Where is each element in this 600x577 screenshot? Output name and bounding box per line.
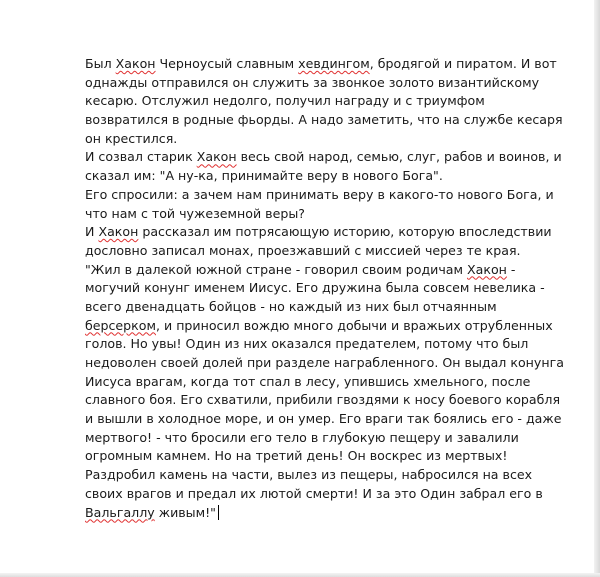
text-line [85, 317, 575, 336]
misspelled-word: Хакон [467, 261, 507, 277]
text-line [85, 242, 575, 261]
text-segment: голов. Но увы! Один из них оказался предателем, потому что был [85, 336, 529, 352]
text-segment: "Жил в далекой южной стране - говорил своим родичам [85, 261, 467, 277]
misspelled-word: берсерком [85, 317, 156, 333]
text-segment: - [506, 261, 516, 277]
text-segment: всего двенадцать бойцов - но каждый из них был отчаянным [85, 298, 497, 314]
text-segment: огромным камнем. Но на третий день! Он воскрес из мертвых! [85, 448, 508, 464]
text-line [85, 279, 575, 298]
text-line [85, 55, 575, 74]
misspelled-word: Хакон [115, 56, 156, 71]
text-segment: своих врагов и предал их лютой смерти! И за это Один забрал его в [85, 485, 543, 501]
text-line [85, 335, 575, 354]
text-segment: рассказал им потрясающую историю, которую впоследствии [138, 224, 552, 240]
text-segment: Иисуса врагам, когда тот спал в лесу, упившись хмельного, после [85, 373, 531, 389]
text-line [85, 504, 575, 523]
text-segment: мертвого! - что бросили его тело в глубокую пещеру и завалили [85, 429, 519, 445]
text-segment: недоволен своей долей при разделе награбленного. Он выдал конунга [85, 355, 564, 370]
text-segment: сказал им: "А ну-ка, принимайте веру в нового Бога". [85, 168, 443, 184]
text-segment: Был [85, 56, 116, 71]
text-line [85, 354, 575, 373]
text-segment: он крестился. [85, 130, 178, 146]
misspelled-word: хевдингом [298, 56, 370, 71]
text-segment: весь свой народ, семью, слуг, рабов и воинов, и [236, 149, 562, 165]
text-segment: И [85, 224, 99, 240]
text-segment: , и приносил вождю много добычи и вражьих отрубленных [156, 317, 553, 333]
text-segment: могучий конунг именем Иисус. Его дружина была совсем невелика - [85, 280, 545, 296]
misspelled-word: Хакон [196, 149, 237, 165]
text-segment: живым!" [154, 504, 216, 520]
text-line [85, 447, 575, 466]
text-segment: и вышли в холодное море, и он умер. Его враги так боялись его - даже [85, 411, 562, 427]
text-segment: дословно записал монах, проезжавший с миссией через те края. [85, 242, 521, 258]
text-segment: Раздробил камень на части, вылез из пещеры, набросился на всех [85, 467, 533, 483]
text-line [85, 485, 575, 504]
text-segment: И созвал старик [85, 149, 197, 165]
text-line [85, 373, 575, 392]
text-line [85, 205, 575, 224]
text-cursor [218, 505, 219, 520]
text-segment: кесарю. Отслужил недолго, получил награду и с триумфом [85, 93, 485, 109]
text-segment: возвратился в родные фьорды. А надо заметить, что на службе кесаря [85, 112, 563, 128]
text-line [85, 92, 575, 111]
text-line [85, 223, 575, 242]
text-line [85, 429, 575, 448]
text-line [85, 261, 575, 280]
text-line [85, 167, 575, 186]
text-line [85, 186, 575, 205]
misspelled-word: Хакон [98, 224, 139, 240]
text-segment: Черноусый славным [155, 56, 299, 71]
text-line [85, 74, 575, 93]
misspelled-word: Вальгаллу [85, 504, 155, 520]
text-line [85, 298, 575, 317]
text-line [85, 466, 575, 485]
text-line [85, 111, 575, 130]
text-segment: однажды отправился он служить за звонкое золото византийскому [85, 74, 540, 90]
document-body[interactable] [85, 55, 575, 522]
text-segment: , бродягой и пиратом. И вот [369, 56, 557, 71]
text-segment: славного боя. Его схватили, прибили гвоздями к носу боевого корабля [85, 392, 561, 408]
text-segment: Его спросили: а зачем нам принимать веру в какого-то нового Бога, и [85, 186, 554, 202]
page-edge-bottom [0, 573, 600, 577]
text-line [85, 391, 575, 410]
text-line [85, 148, 575, 167]
text-line [85, 130, 575, 149]
page-edge-right [594, 0, 600, 577]
text-segment: что нам с той чужеземной веры? [85, 205, 305, 221]
text-line [85, 410, 575, 429]
